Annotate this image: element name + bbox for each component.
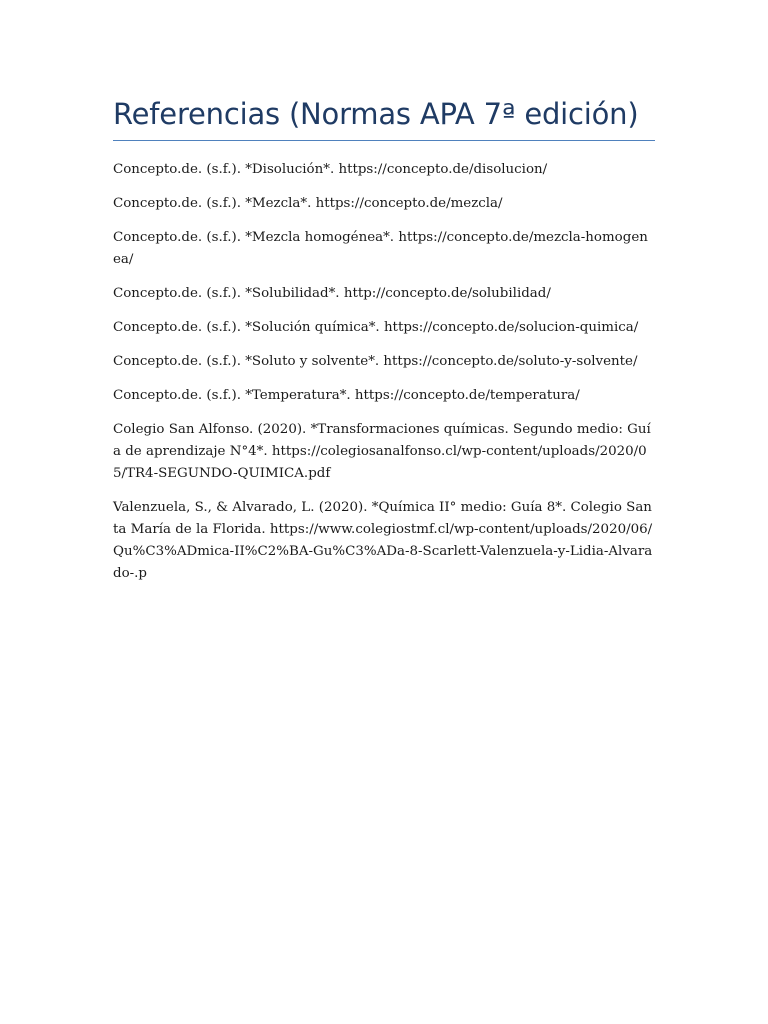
reference-list [113, 159, 655, 585]
reference-item: Concepto.de. (s.f.). *Soluto y solvente*. https://concepto.de/soluto-y-solvente/ [113, 354, 638, 369]
reference-item: Concepto.de. (s.f.). *Solubilidad*. http://concepto.de/solubilidad/ [113, 286, 551, 301]
reference-item: Valenzuela, S., & Alvarado, L. (2020). *Química II° medio: Guía 8*. Colegio Santa María de la Florida. https://www.colegiostmf.cl/wp-content/uploads/2020/06/Qu%C3%ADmica-II%C2%BA-Gu%C3%ADa-8-Scarlett-Valenzuela-y-Lidia-Alvarado-.p [113, 500, 653, 581]
reference-item: Colegio San Alfonso. (2020). *Transformaciones químicas. Segundo medio: Guía de aprendizaje N°4*. https://colegiosanalfonso.cl/wp-content/uploads/2020/05/TR4-SEGUNDO-QUIMICA.pdf [113, 422, 651, 481]
reference-item: Concepto.de. (s.f.). *Mezcla homogénea*. https://concepto.de/mezcla-homogenea/ [113, 230, 648, 267]
reference-item: Concepto.de. (s.f.). *Mezcla*. https://concepto.de/mezcla/ [113, 196, 503, 211]
reference-item: Concepto.de. (s.f.). *Temperatura*. https://concepto.de/temperatura/ [113, 388, 580, 403]
reference-item: Concepto.de. (s.f.). *Disolución*. https://concepto.de/disolucion/ [113, 162, 548, 177]
page-title: Referencias (Normas APA 7ª edición) [113, 94, 655, 141]
reference-item: Concepto.de. (s.f.). *Solución química*. https://concepto.de/solucion-quimica/ [113, 320, 639, 335]
